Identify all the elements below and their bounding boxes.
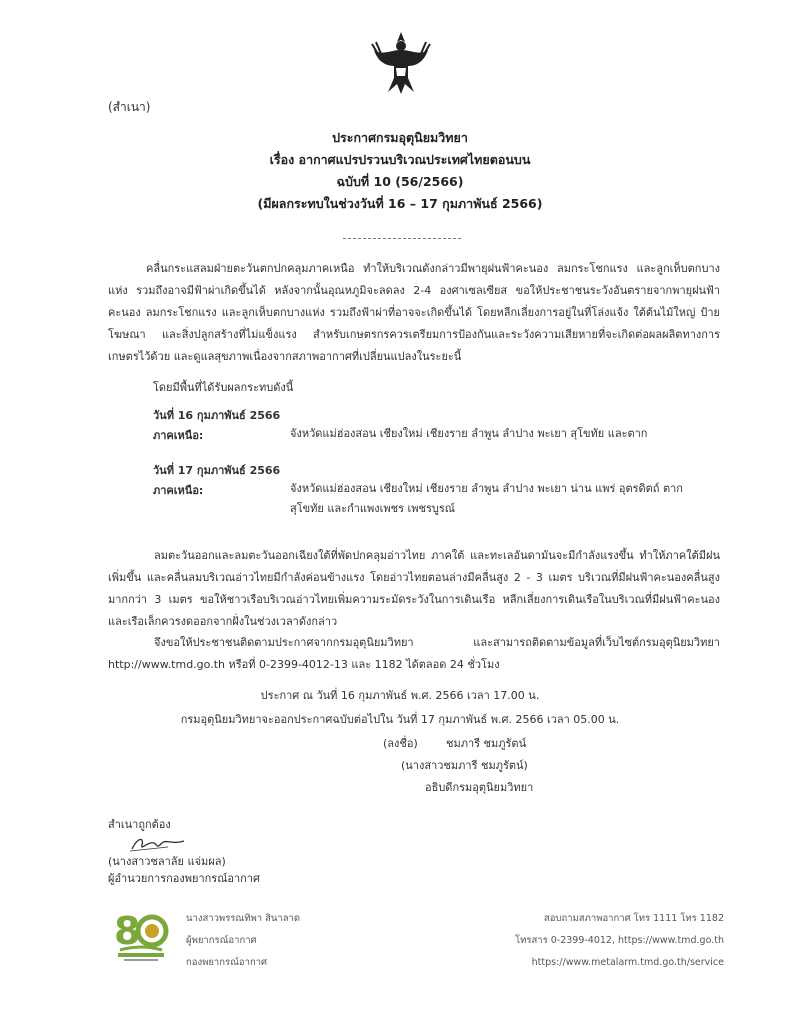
forecaster-title: ผู้พยากรณ์อากาศ — [186, 935, 257, 946]
announcement-title: ประกาศกรมอุตุนิยมวิทยา — [332, 130, 468, 145]
forecaster-name: นางสาวพรรณทิพา สินาลาด — [186, 913, 301, 924]
day-2-provinces — [290, 479, 690, 519]
announcement-subject: เรื่อง อากาศแปรปรวนบริเวณประเทศไทยตอนบน — [269, 152, 531, 167]
marine-paragraph: ลมตะวันออกและลมตะวันออกเฉียงใต้ที่พัดปกคลุมอ่าวไทย ภาคใต้ และทะเลอันดามันจะมีกำลังแรงขึ้น ทำให้ภาคใต้มีฝนเพิ่มขึ้น และคลื่นลมบริเวณอ่าวไทยมีกำลังค่อนข้างแรง โดยอ่าวไทยตอนล่างมีคลื่นสูง 2 - 3 เมตร บริเวณที่มีฝนฟ้าคะนองคลื่นสูงมากกว่า 3 เมตร ขอให้ชาวเรือบริเวณอ่าวไทยเพิ่มความระมัดระวังในการเดินเรือ หลีกเลี่ยงการเดินเรือในบริเวณที่มีฝนฟ้าคะนอง และเรือเล็กควรงดออกจากฝั่งในช่วงเวลาดังกล่าว — [108, 549, 720, 628]
certifier-position: ผู้อำนวยการกองพยากรณ์อากาศ — [108, 872, 261, 885]
day-1-provinces-line: จังหวัดแม่ฮ่องสอน เชียงใหม่ เชียงราย ลำพูน ลำปาง พะเยา สุโขทัย และตาก — [290, 427, 648, 440]
signer-full-name: (นางสาวชมภารี ชมภูรัตน์) — [401, 759, 528, 772]
day-2-region: ภาคเหนือ: — [153, 484, 204, 497]
hotline-info: สอบถามสภาพอากาศ โทร 1111 โทร 1182 — [543, 913, 724, 924]
signed-prefix: (ลงชื่อ) — [383, 737, 418, 750]
signed-name: ชมภารี ชมภูรัตน์ — [446, 737, 527, 750]
next-issue: กรมอุตุนิยมวิทยาจะออกประกาศฉบับต่อไปใน วันที่ 17 กุมภาพันธ์ พ.ศ. 2566 เวลา 05.00 น. — [180, 713, 620, 726]
day-2-provinces-line: สุโขทัย และกำแพงเพชร เพชรบูรณ์ — [290, 502, 455, 515]
tmd-80-years-logo — [110, 904, 172, 966]
metalarm-link[interactable]: https://www.metalarm.tmd.go.th/service — [531, 957, 724, 968]
announce-time: ประกาศ ณ วันที่ 16 กุมภาพันธ์ พ.ศ. 2566 เวลา 17.00 น. — [260, 689, 540, 702]
svg-text:8: 8 — [114, 909, 141, 953]
divider — [343, 238, 461, 239]
certified-label: สำเนาถูกต้อง — [108, 818, 171, 831]
day-1-provinces — [290, 424, 690, 444]
day-2-provinces-line: จังหวัดแม่ฮ่องสอน เชียงใหม่ เชียงราย ลำพูน ลำปาง พะเยา น่าน แพร่ อุตรดิตถ์ ตาก — [290, 482, 683, 495]
forecaster-division: กองพยากรณ์อากาศ — [186, 957, 268, 968]
day-2-date: วันที่ 17 กุมภาพันธ์ 2566 — [153, 464, 281, 477]
fax-website: โทรสาร 0-2399-4012, https://www.tmd.go.th — [515, 935, 724, 946]
copy-label: (สำเนา) — [108, 100, 151, 114]
announcement-header — [0, 127, 800, 215]
contact-paragraph: จึงขอให้ประชาชนติดตามประกาศจากกรมอุตุนิยมวิทยา และสามารถติดตามข้อมูลที่เว็บไซต์กรมอุตุนิยมวิทยา http://www.tmd.go.th หรือที่ 0-2399-4012-13 และ 1182 ได้ตลอด 24 ชั่วโมง — [108, 636, 720, 671]
signer-position: อธิบดีกรมอุตุนิยมวิทยา — [425, 781, 534, 794]
effective-period: (มีผลกระทบในช่วงวันที่ 16 – 17 กุมภาพันธ์ 2566) — [257, 196, 543, 211]
issue-number: ฉบับที่ 10 (56/2566) — [336, 174, 464, 189]
footer-right — [515, 908, 724, 974]
affected-areas-intro: โดยมีพื้นที่ได้รับผลกระทบดังนี้ — [153, 381, 294, 394]
garuda-emblem — [370, 28, 432, 98]
certifier-name: (นางสาวชลาลัย แจ่มผล) — [108, 855, 226, 868]
footer-left — [186, 908, 300, 974]
day-1-date: วันที่ 16 กุมภาพันธ์ 2566 — [153, 409, 281, 422]
weather-paragraph: คลื่นกระแสลมฝ่ายตะวันตกปกคลุมภาคเหนือ ทำให้บริเวณดังกล่าวมีพายุฝนฟ้าคะนอง ลมกระโชกแรง และลูกเห็บตกบางแห่ง รวมถึงอาจมีฟ้าผ่าเกิดขึ้นได้ หลังจากนั้นอุณหภูมิจะลดลง 2-4 องศาเซลเซียส ขอให้ประชาชนระวังอันตรายจากพายุฝนฟ้าคะนอง ลมกระโชกแรง และลูกเห็บตกบางแห่ง รวมถึงฟ้าผ่าที่อาจจะเกิดขึ้นได้ โดยหลีกเลี่ยงการอยู่ในที่โล่งแจ้ง ใต้ต้นไม้ใหญ่ ป้ายโฆษณา และสิ่งปลูกสร้างที่ไม่แข็งแรง สำหรับเกษตรกรควรเตรียมการป้องกันและระวังความเสียหายที่จะเกิดต่อผลผลิตทางการเกษตรไว้ด้วย และดูแลสุขภาพเนื่องจากสภาพอากาศที่เปลี่ยนแปลงในระยะนี้ — [108, 262, 720, 363]
day-1-region: ภาคเหนือ: — [153, 429, 204, 442]
